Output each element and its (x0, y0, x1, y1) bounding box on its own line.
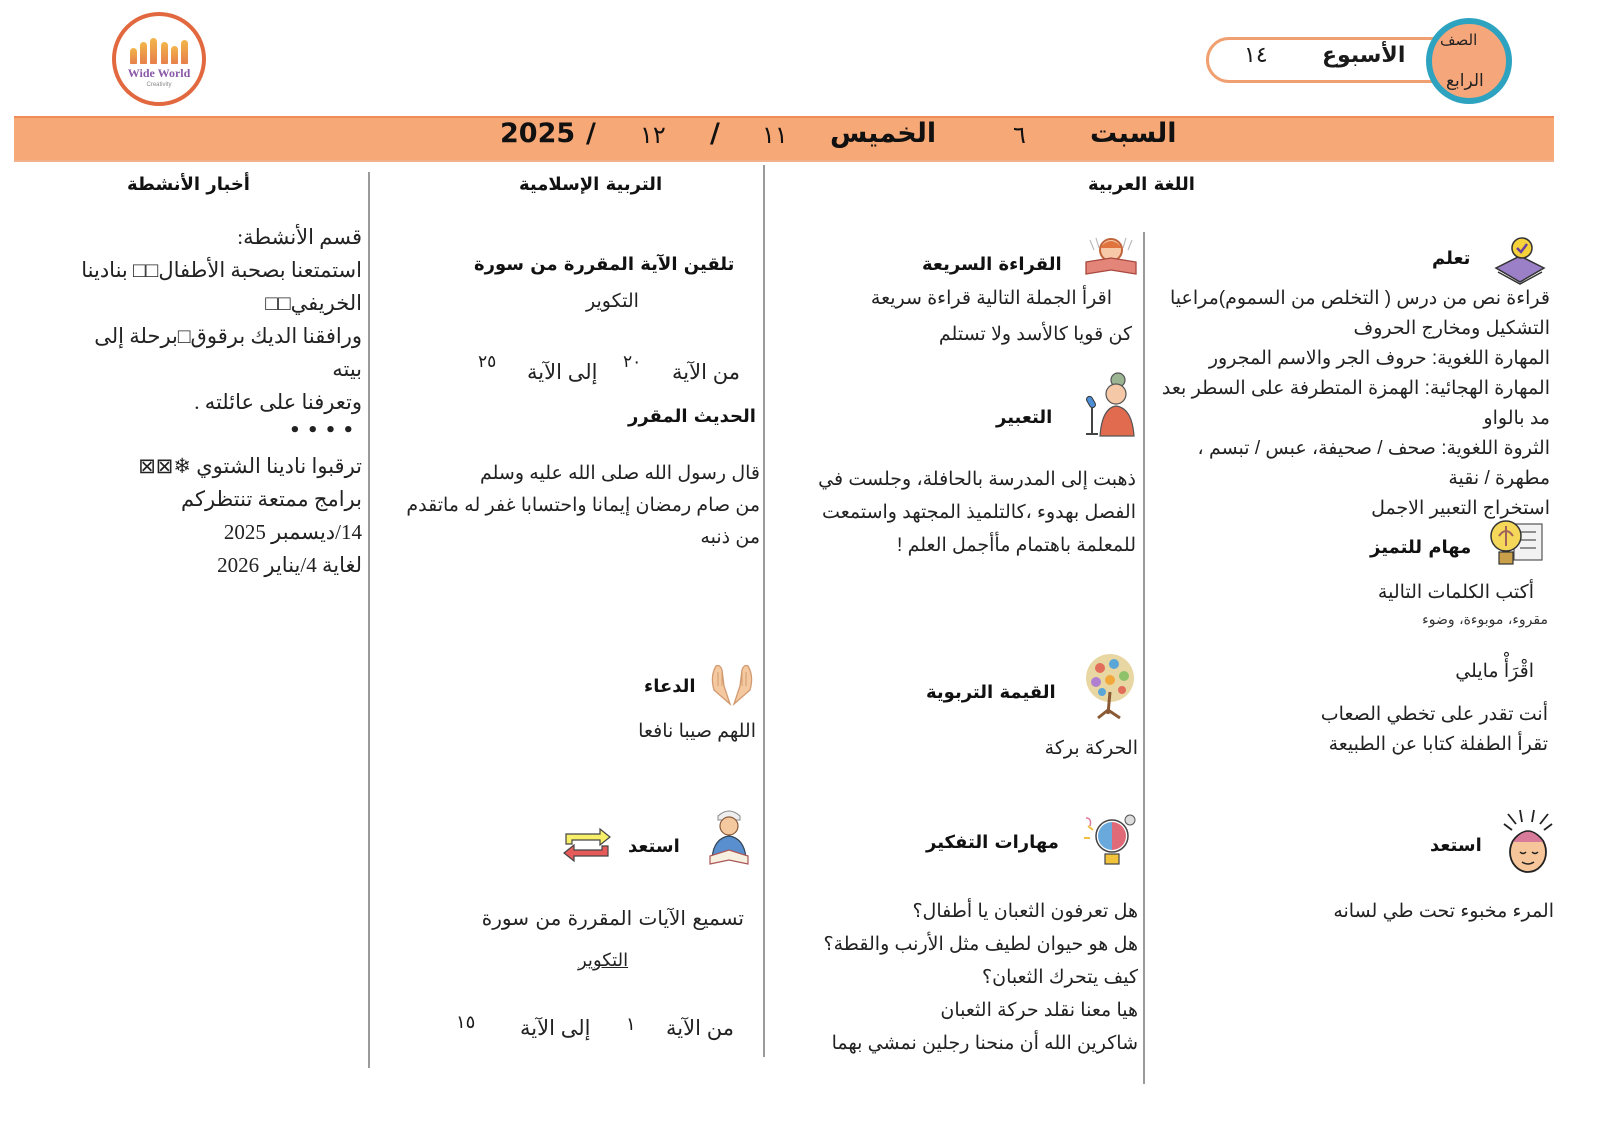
column-title-news: أخبار الأنشطة (127, 174, 250, 195)
hadith-title: الحديث المقرر (628, 406, 756, 427)
school-logo (112, 12, 206, 106)
brain-bulb-icon (1486, 516, 1544, 570)
memorize-from-label: من الآية (672, 361, 740, 384)
date-day-2: الخميس (830, 118, 937, 149)
column-title-islamic: التربية الإسلامية (519, 174, 663, 195)
excellence-write-prompt: أكتب الكلمات التالية (1377, 582, 1534, 603)
thinking-head-icon (1500, 808, 1556, 874)
memorize-to-label: إلى الآية (527, 361, 598, 384)
speaker-woman-icon (1082, 372, 1138, 438)
fast-reading-content (860, 284, 1132, 350)
thinking-title: مهارات التفكير (926, 832, 1059, 853)
news-line: وتعرفنا على عائلته . (194, 390, 362, 414)
learn-line: قراءة نص من درس ( التخلص من السموم)مراعيا (1169, 288, 1550, 309)
logo-name: Wide World (127, 66, 191, 80)
wheat-icon (130, 38, 188, 64)
learn-line: التشكيل ومخارج الحروف (1353, 318, 1550, 339)
fast-reading-line: كن قويا كالأسد ولا تستلم (938, 324, 1132, 345)
news-winter-line: ترقبوا نادينا الشتوي ❄⊠⊠ (138, 454, 362, 478)
news-line: الخريفي□□ (265, 291, 362, 315)
fast-reading-line: اقرأ الجملة التالية قراءة سريعة (870, 288, 1112, 309)
logo-subtitle: Creativity (146, 82, 172, 88)
column-divider (1143, 232, 1145, 1084)
week-number: ١٤ (1244, 43, 1268, 68)
excellence-read-lines (1200, 700, 1548, 760)
learn-line: مطهرة / نقية (1448, 468, 1550, 489)
prepare-title-arabic: استعد (1430, 835, 1482, 856)
column-title-arabic: اللغة العربية (1088, 174, 1195, 195)
memorize-title: تلقين الآية المقررة من سورة (474, 254, 735, 275)
grade-line-1: الصف (1440, 31, 1478, 49)
thinking-line: هل هو حيوان لطيف مثل الأرنب والقطة؟ (823, 934, 1138, 955)
week-label: الأسبوع (1322, 43, 1406, 68)
column-divider (763, 165, 765, 1057)
date-day-1-number: ٦ (1013, 121, 1026, 149)
praying-hands-icon (708, 660, 756, 706)
thinking-line: هيا معنا نقلد حركة الثعبان (940, 1000, 1138, 1021)
learn-line: المهارة الهجائية: الهمزة المتطرفة على السطر بعد (1161, 378, 1550, 399)
memorize-surah: التكوير (586, 290, 639, 312)
excellence-title: مهام للتميز (1370, 537, 1472, 558)
learn-line: المهارة اللغوية: حروف الجر والاسم المجرور (1208, 348, 1550, 369)
book-lightbulb-icon (1492, 234, 1548, 290)
brain-lightbulb-icon (1080, 812, 1140, 872)
hadith-line: من ذنبه (700, 527, 760, 548)
learn-line: الثروة اللغوية: صحف / صحيفة، عبس / تبسم ، (1197, 438, 1550, 459)
expression-content (800, 463, 1136, 562)
expression-title: التعبير (996, 407, 1053, 428)
value-text: الحركة بركة (1044, 738, 1138, 759)
prepare-from-label: من الآية (666, 1017, 734, 1040)
repeat-arrows-icon (560, 826, 614, 864)
memorize-from-number: ٢٠ (623, 352, 642, 372)
grade-line-2: الرابع (1446, 71, 1484, 91)
prepare-title-islamic: استعد (628, 836, 680, 857)
date-day-1: السبت (1090, 118, 1177, 149)
news-winter-line: 14/ديسمبر 2025 (223, 520, 362, 544)
value-title: القيمة التربوية (926, 682, 1056, 703)
news-winter-line: لغاية 4/يناير 2026 (217, 553, 362, 577)
column-divider (368, 172, 370, 1068)
dua-title: الدعاء (644, 676, 696, 697)
date-month: ١٢ (640, 121, 666, 149)
hadith-line: قال رسول الله صلى الله عليه وسلم (480, 463, 760, 484)
thinking-content (800, 895, 1138, 1060)
news-content (70, 221, 362, 419)
news-winter-content (120, 450, 362, 582)
read-line: أنت تقدر على تخطي الصعاب (1320, 704, 1548, 725)
date-separator: / (710, 118, 720, 149)
news-dots: • • • • (289, 420, 354, 441)
prepare-to-label: إلى الآية (520, 1017, 591, 1040)
news-line: ورافقنا الديك برقوق□برحلة إلى بيته (94, 324, 362, 381)
news-line: استمتعنا بصحبة الأطفال□□ بنادينا (81, 258, 362, 282)
thinking-line: كيف يتحرك الثعبان؟ (982, 967, 1138, 988)
news-section-label: قسم الأنشطة: (237, 225, 362, 249)
expression-line: للمعلمة باهتمام مأأجمل العلم ! (897, 535, 1136, 556)
prepare-from-number: ١ (626, 1014, 636, 1035)
hadith-line: من صام رمضان إيمانا واحتسابا غفر له ماتقدم (406, 495, 760, 516)
prepare-surah: التكوير (578, 950, 629, 971)
tree-icon (1080, 652, 1140, 720)
read-line: تقرأ الطفلة كتابا عن الطبيعة (1328, 734, 1548, 755)
prepare-text-arabic: المرء مخبوء تحت طي لسانه (1333, 901, 1554, 922)
date-separator: / (586, 118, 596, 149)
memorize-to-number: ٢٥ (478, 352, 497, 372)
learn-content (1158, 284, 1550, 524)
hadith-content (400, 458, 760, 554)
date-year: 2025 (500, 118, 576, 149)
reading-boy-icon (704, 806, 754, 868)
expression-line: ذهبت إلى المدرسة بالحافلة، وجلست في (818, 469, 1136, 490)
excellence-read-prompt: اقْرَأْ مايلي (1455, 661, 1534, 682)
learn-line: مد بالواو (1483, 408, 1550, 429)
thinking-line: شاكرين الله أن منحنا رجلين نمشي بهما (831, 1033, 1138, 1054)
news-winter-line: برامج ممتعة تنتظركم (181, 487, 362, 511)
prepare-to-number: ١٥ (456, 1012, 476, 1033)
prepare-text-islamic: تسميع الآيات المقررة من سورة (481, 906, 744, 930)
learn-title: تعلم (1432, 248, 1471, 269)
fast-reading-title: القراءة السريعة (922, 254, 1062, 275)
learn-line: استخراج التعبير الاجمل (1371, 498, 1550, 519)
thinking-line: هل تعرفون الثعبان يا أطفال؟ (912, 901, 1138, 922)
expression-line: الفصل بهدوء ،كالتلميذ المجتهد واستمعت (822, 502, 1136, 523)
excellence-words: مقروء، موبوءة، وضوء (1422, 612, 1548, 628)
reading-girl-icon (1082, 236, 1140, 276)
date-day-2-number: ١١ (762, 121, 788, 149)
dua-text: اللهم صيبا نافعا (638, 721, 756, 742)
